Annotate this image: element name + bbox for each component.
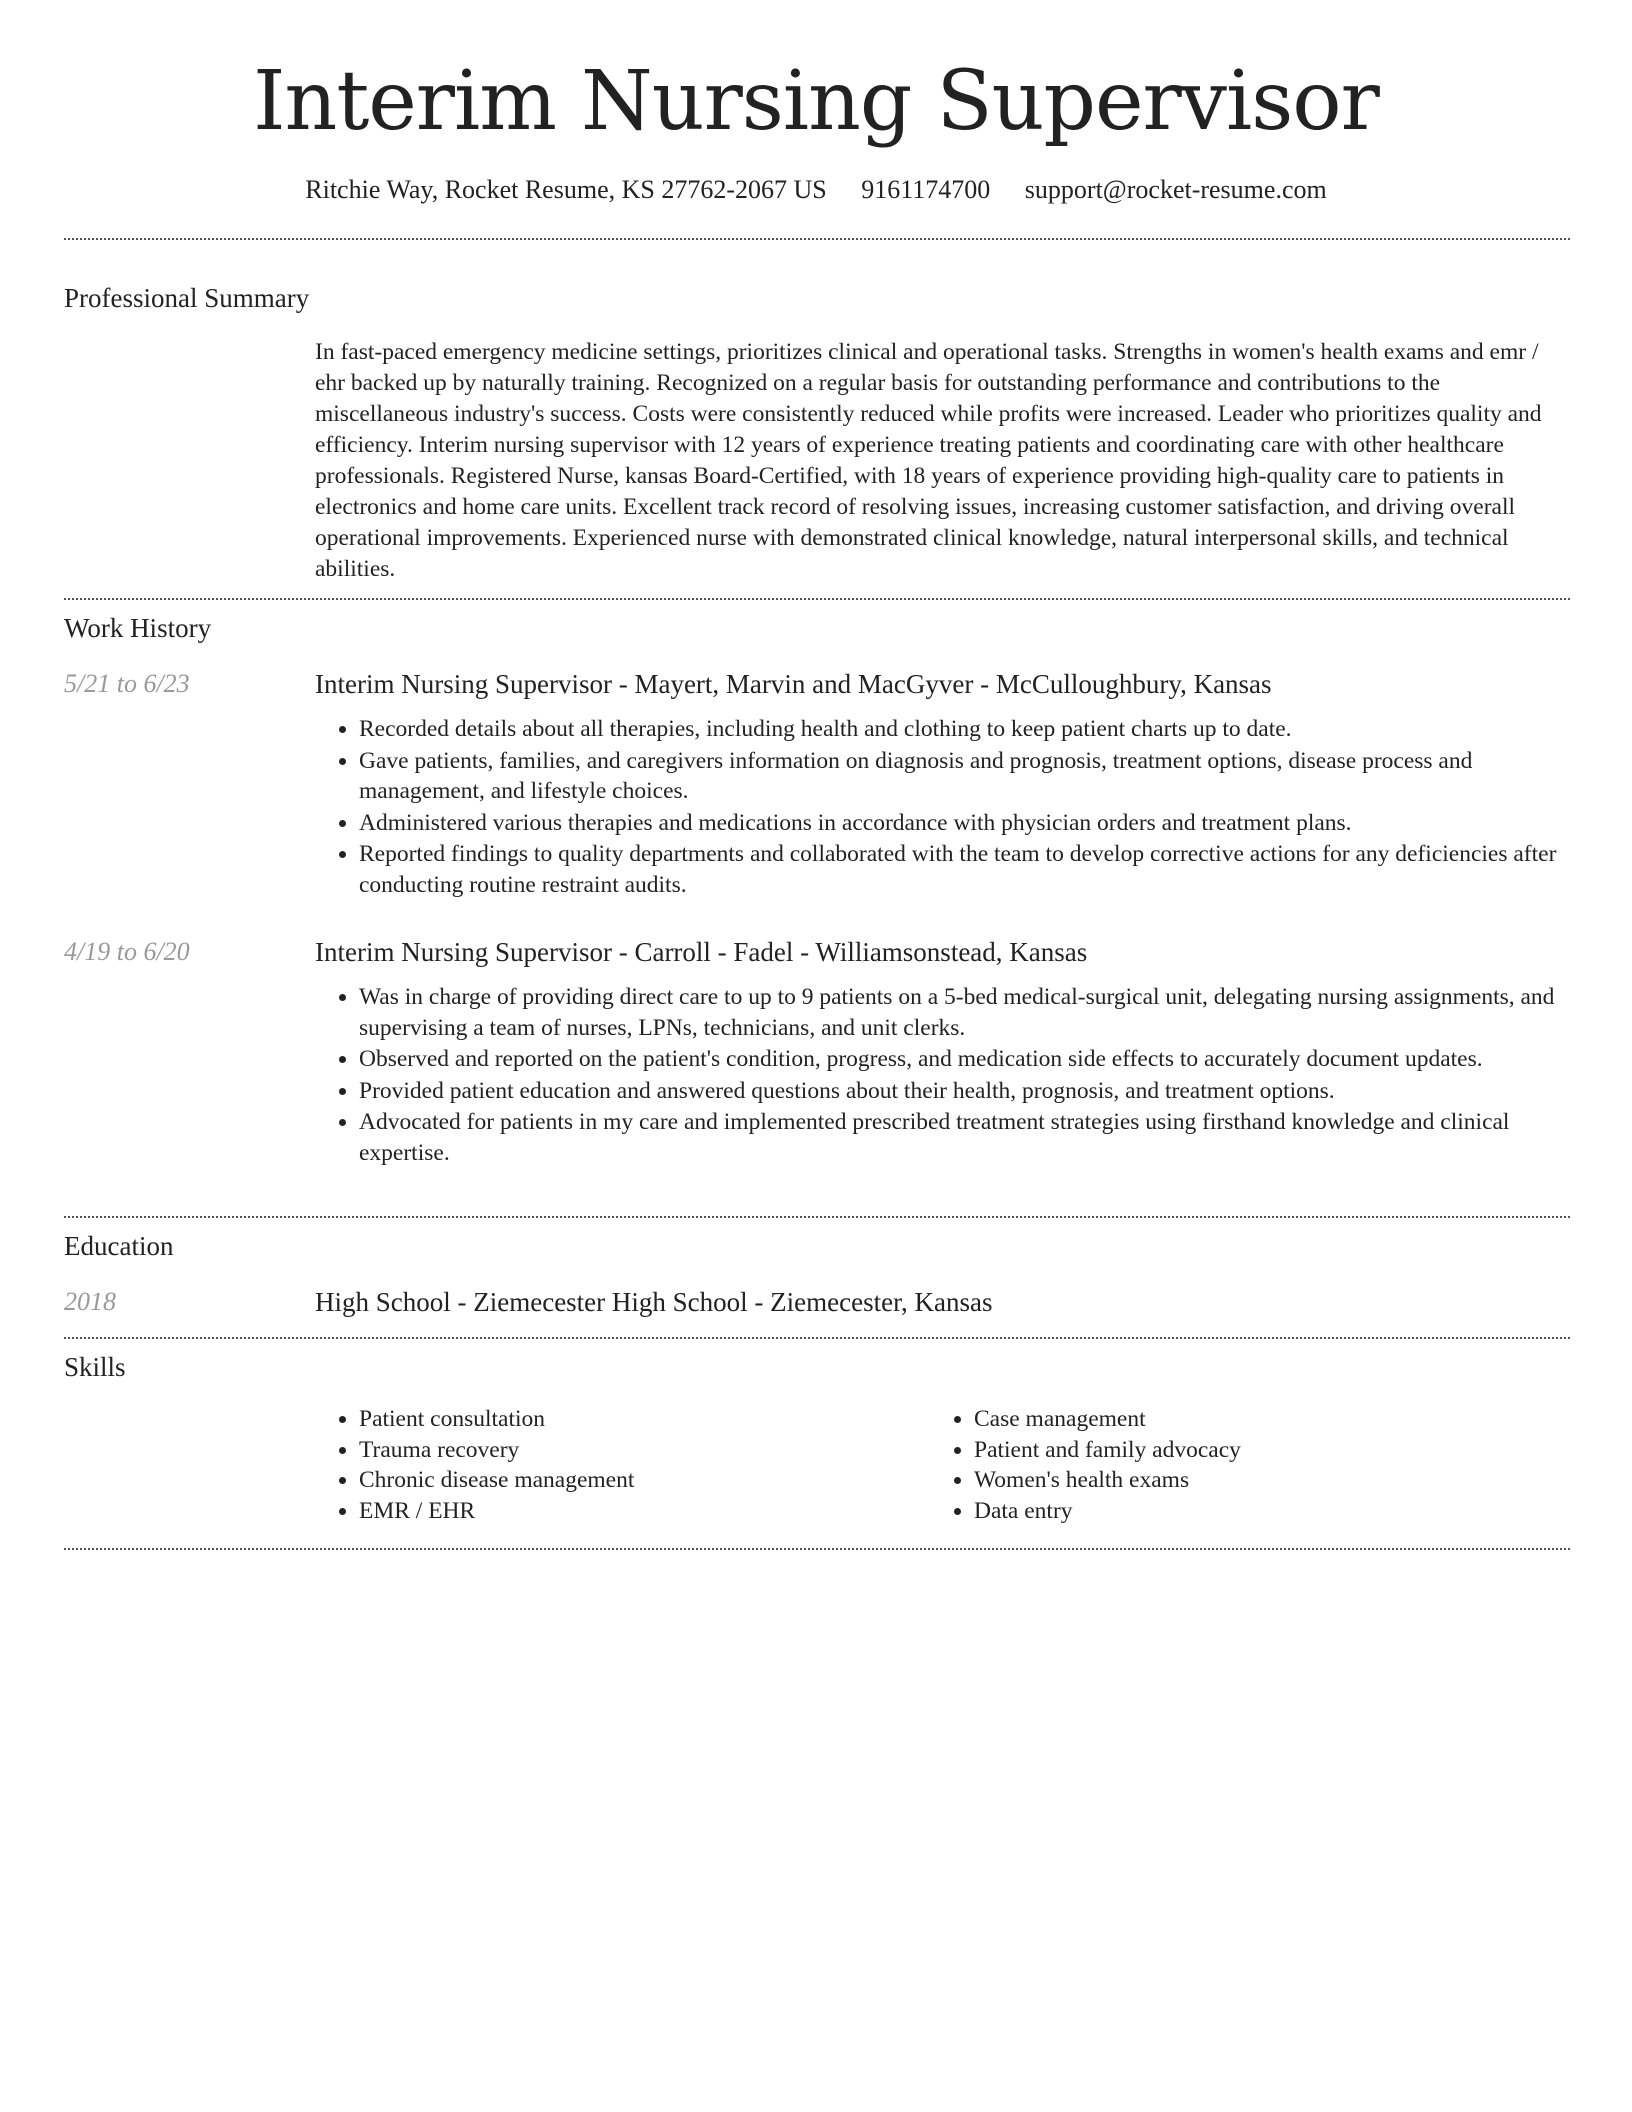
contact-line <box>0 170 1632 210</box>
skill-item: • Data entry <box>974 1496 1570 1527</box>
skill-item: • Chronic disease management <box>359 1465 925 1496</box>
skills-column-left <box>315 1404 925 1526</box>
candidate-name: Interim Nursing Supervisor <box>253 54 1379 149</box>
job-bullet: • Observed and reported on the patient's condition, progress, and medication side effects to accurately document updates. <box>359 1044 1570 1075</box>
divider <box>64 598 1570 600</box>
divider <box>64 1548 1570 1550</box>
contact-address: Ritchie Way, Rocket Resume, KS 27762-2067 US <box>305 175 827 204</box>
divider <box>64 1337 1570 1339</box>
section-title-skills: Skills <box>64 1352 126 1382</box>
job-bullet: • Advocated for patients in my care and implemented prescribed treatment strategies using firsthand knowledge and clinical expertise. <box>359 1107 1570 1168</box>
contact-email: support@rocket-resume.com <box>1024 175 1327 204</box>
job-entry <box>315 666 1570 901</box>
summary-text: In fast-paced emergency medicine settings, prioritizes clinical and operational tasks. Strengths in women's health exams and emr / ehr backed up by naturally training. Recognized on a regular basis for outstanding performance and contributions to the miscellaneous industry's success. Costs were consistently reduced while profits were increased. Leader who prioritizes quality and efficiency. Interim nursing supervisor with 12 years of experience treating patients and coordinating care with other healthcare professionals. Registered Nurse, kansas Board-Certified, with 18 years of experience providing high-quality care to patients in electronics and home care units. Excellent track record of resolving issues, increasing customer satisfaction, and driving overall operational improvements. Experienced nurse with demonstrated clinical knowledge, natural interpersonal skills, and technical abilities. <box>315 339 1542 582</box>
skills-list <box>930 1404 1570 1526</box>
job-entry <box>315 934 1570 1169</box>
job-heading: Interim Nursing Supervisor - Mayert, Marvin and MacGyver - McCulloughbury, Kansas <box>315 669 1272 699</box>
job-heading: Interim Nursing Supervisor - Carroll - Fadel - Williamsonstead, Kansas <box>315 937 1088 967</box>
skill-item: • Women's health exams <box>974 1465 1570 1496</box>
skill-item: • Patient consultation <box>359 1404 925 1435</box>
skill-item: • EMR / EHR <box>359 1496 925 1527</box>
job-bullet: • Administered various therapies and medications in accordance with physician orders and treatment plans. <box>359 808 1570 839</box>
section-title-education: Education <box>64 1231 174 1261</box>
divider <box>64 238 1570 240</box>
skill-item: • Trauma recovery <box>359 1435 925 1466</box>
summary-body <box>315 337 1570 585</box>
skills-column-right <box>930 1404 1570 1526</box>
job-dates: 4/19 to 6/20 <box>64 937 190 966</box>
skills-list <box>315 1404 925 1526</box>
section-title-summary: Professional Summary <box>64 283 310 313</box>
job-bullets <box>315 982 1570 1168</box>
education-heading: High School - Ziemecester High School - Ziemecester, Kansas <box>315 1287 993 1317</box>
job-bullet: • Gave patients, families, and caregivers information on diagnosis and prognosis, treatment options, disease process and management, and lifestyle choices. <box>359 746 1570 807</box>
job-dates: 5/21 to 6/23 <box>64 669 190 698</box>
education-year: 2018 <box>64 1287 116 1316</box>
education-entry <box>315 1284 1570 1320</box>
divider <box>64 1216 1570 1218</box>
contact-phone: 9161174700 <box>861 175 991 204</box>
skill-item: • Patient and family advocacy <box>974 1435 1570 1466</box>
job-bullet: • Reported findings to quality departments and collaborated with the team to develop corrective actions for any deficiencies after conducting routine restraint audits. <box>359 839 1570 900</box>
section-title-work: Work History <box>64 613 212 643</box>
job-bullet: • Recorded details about all therapies, including health and clothing to keep patient charts up to date. <box>359 714 1570 745</box>
skill-item: • Case management <box>974 1404 1570 1435</box>
job-bullet: • Was in charge of providing direct care to up to 9 patients on a 5-bed medical-surgical unit, delegating nursing assignments, and supervising a team of nurses, LPNs, technicians, and unit clerks. <box>359 982 1570 1043</box>
job-bullet: • Provided patient education and answered questions about their health, prognosis, and treatment options. <box>359 1076 1570 1107</box>
job-bullets <box>315 714 1570 900</box>
